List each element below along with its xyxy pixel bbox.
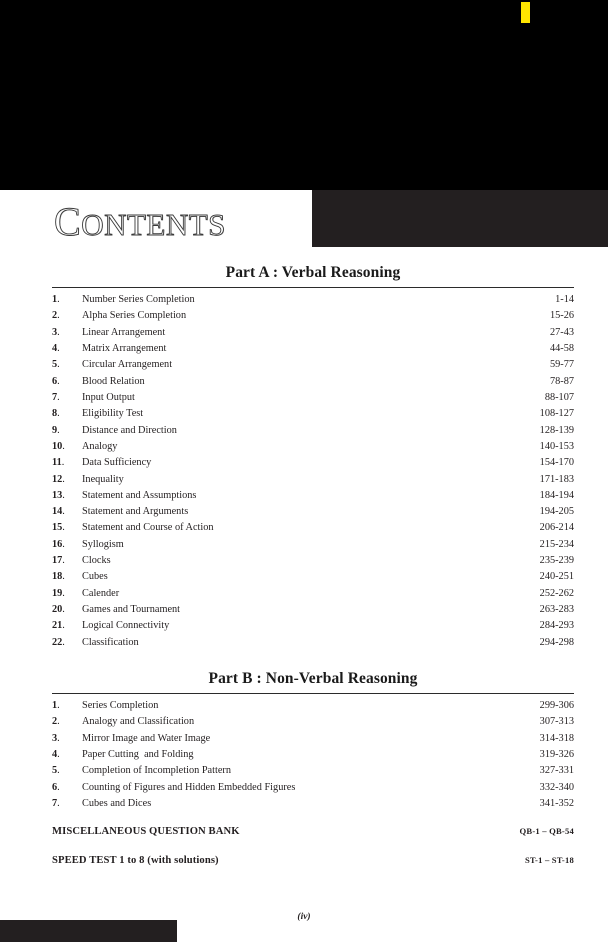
toc-entry-number: 1. bbox=[52, 294, 60, 305]
toc-entry-number: 16. bbox=[52, 538, 65, 550]
toc-entry-pages: 314-318 bbox=[539, 732, 574, 744]
toc-entry-pages: 327-331 bbox=[539, 765, 574, 777]
toc-row[interactable] bbox=[52, 700, 574, 716]
toc-entry-label: Completion of Incompletion Pattern bbox=[82, 765, 231, 777]
toc-entry-number: 13. bbox=[52, 489, 65, 501]
toc-entry-number: 5. bbox=[52, 765, 60, 777]
toc-row[interactable] bbox=[52, 604, 574, 620]
toc-entry-pages: 307-313 bbox=[539, 716, 574, 728]
toc-entry-label: Statement and Assumptions bbox=[82, 489, 197, 501]
toc-entry-pages: 294-298 bbox=[539, 636, 574, 648]
toc-entry-number: 6. bbox=[52, 375, 60, 387]
toc-entry-label: Cubes bbox=[82, 571, 108, 583]
toc-entry-pages: 284-293 bbox=[539, 620, 574, 632]
toc-entry-number: 11. bbox=[52, 457, 65, 469]
toc-entry-number: 7. bbox=[52, 391, 60, 403]
toc-entry-number: 6. bbox=[52, 781, 60, 793]
part-b-heading: Part B : Non-Verbal Reasoning bbox=[208, 670, 418, 687]
toc-row[interactable] bbox=[52, 782, 574, 798]
toc-entry-label: Series Completion bbox=[82, 700, 159, 711]
toc-entry-label: Counting of Figures and Hidden Embedded Figures bbox=[82, 781, 296, 793]
part-a-rule bbox=[52, 287, 574, 288]
toc-row[interactable] bbox=[52, 310, 574, 326]
part-b-rule bbox=[52, 693, 574, 694]
yellow-marker-icon bbox=[521, 2, 530, 23]
toc-entry-pages: 15-26 bbox=[549, 310, 574, 322]
toc-entry-number: 5. bbox=[52, 359, 60, 371]
toc-row[interactable] bbox=[52, 522, 574, 538]
toc-entry-pages: 240-251 bbox=[539, 571, 574, 583]
toc-entry-pages: 299-306 bbox=[539, 700, 574, 711]
toc-row[interactable] bbox=[52, 555, 574, 571]
special-section-pages: ST-1 – ST-18 bbox=[524, 855, 574, 865]
toc-row[interactable] bbox=[52, 733, 574, 749]
part-a-heading: Part A : Verbal Reasoning bbox=[225, 264, 401, 281]
toc-row[interactable] bbox=[52, 637, 574, 653]
toc-row[interactable] bbox=[52, 343, 574, 359]
toc-entry-pages: 88-107 bbox=[544, 391, 574, 403]
special-section-label: MISCELLANEOUS QUESTION BANK bbox=[52, 826, 240, 837]
toc-entry-pages: 319-326 bbox=[539, 748, 574, 760]
toc-row[interactable] bbox=[52, 327, 574, 343]
toc-entry-pages: 215-234 bbox=[539, 538, 574, 550]
toc-entry-pages: 44-58 bbox=[549, 342, 574, 354]
toc-entry-number: 17. bbox=[52, 555, 65, 567]
toc-entry-number: 20. bbox=[52, 604, 65, 616]
toc-entry-pages: 263-283 bbox=[539, 604, 574, 616]
toc-entry-number: 7. bbox=[52, 797, 60, 809]
masthead-black-banner bbox=[0, 0, 608, 190]
toc-row[interactable] bbox=[52, 359, 574, 375]
toc-entry-number: 2. bbox=[52, 716, 60, 728]
toc-entry-label: Circular Arrangement bbox=[82, 359, 173, 371]
toc-entry-label: Syllogism bbox=[82, 538, 124, 550]
toc-entry-number: 10. bbox=[52, 440, 65, 452]
toc-entry-label: Matrix Arrangement bbox=[82, 342, 167, 354]
toc-row[interactable] bbox=[52, 798, 574, 814]
toc-entry-number: 12. bbox=[52, 473, 65, 485]
toc-entry-number: 21. bbox=[52, 620, 65, 632]
toc-row[interactable] bbox=[52, 765, 574, 781]
toc-entry-label: Eligibility Test bbox=[82, 408, 144, 420]
toc-entry-label: Clocks bbox=[82, 555, 111, 567]
toc-entry-pages: 154-170 bbox=[539, 457, 574, 469]
toc-row[interactable] bbox=[52, 392, 574, 408]
toc-row[interactable] bbox=[52, 294, 574, 310]
toc-entry-label: Mirror Image and Water Image bbox=[82, 732, 211, 744]
toc-entry-label: Number Series Completion bbox=[82, 294, 195, 305]
toc-entry-number: 4. bbox=[52, 342, 60, 354]
page-title bbox=[54, 198, 226, 249]
toc-entry-label: Inequality bbox=[82, 473, 124, 485]
toc-entry-pages: 128-139 bbox=[539, 424, 574, 436]
toc-row[interactable] bbox=[52, 425, 574, 441]
toc-entry-label: Classification bbox=[82, 636, 139, 648]
toc-entry-label: Logical Connectivity bbox=[82, 620, 170, 632]
toc-entry-number: 8. bbox=[52, 408, 60, 420]
toc-row[interactable] bbox=[52, 457, 574, 473]
toc-entry-number: 22. bbox=[52, 636, 65, 648]
toc-entry-pages: 1-14 bbox=[555, 294, 574, 305]
toc-entry-pages: 252-262 bbox=[539, 587, 574, 599]
special-section-row[interactable] bbox=[52, 855, 574, 871]
special-section-label: SPEED TEST 1 to 8 (with solutions) bbox=[52, 855, 219, 866]
toc-entry-pages: 27-43 bbox=[549, 326, 574, 338]
toc-entry-label: Data Sufficiency bbox=[82, 457, 152, 469]
title-band-dark bbox=[312, 190, 608, 247]
toc-entry-number: 15. bbox=[52, 522, 65, 534]
toc-entry-pages: 140-153 bbox=[539, 440, 574, 452]
toc-entry-label: Analogy and Classification bbox=[82, 716, 195, 728]
toc-row[interactable] bbox=[52, 716, 574, 732]
toc-entry-label: Distance and Direction bbox=[82, 424, 177, 436]
toc-entry-number: 19. bbox=[52, 587, 65, 599]
special-section-row[interactable] bbox=[52, 826, 574, 842]
toc-entry-pages: 341-352 bbox=[539, 797, 574, 809]
toc-entry-pages: 194-205 bbox=[539, 506, 574, 518]
toc-entry-number: 2. bbox=[52, 310, 60, 322]
toc-row[interactable] bbox=[52, 441, 574, 457]
toc-entry-number: 4. bbox=[52, 748, 60, 760]
toc-row[interactable] bbox=[52, 376, 574, 392]
page-title-rest: ONTENTS bbox=[81, 207, 226, 242]
toc-entry-label: Linear Arrangement bbox=[82, 326, 166, 338]
toc-row[interactable] bbox=[52, 490, 574, 506]
toc-entry-pages: 78-87 bbox=[549, 375, 574, 387]
toc-entry-pages: 332-340 bbox=[539, 781, 574, 793]
toc-row[interactable] bbox=[52, 588, 574, 604]
toc-entry-label: Input Output bbox=[82, 391, 135, 403]
toc-entry-number: 3. bbox=[52, 326, 60, 338]
toc-entry-pages: 206-214 bbox=[539, 522, 574, 534]
toc-entry-label: Games and Tournament bbox=[82, 604, 181, 616]
footer-page-number: (iv) bbox=[297, 912, 311, 922]
toc-entry-pages: 184-194 bbox=[539, 489, 574, 501]
toc-entry-label: Alpha Series Completion bbox=[82, 310, 187, 322]
toc-entry-pages: 235-239 bbox=[539, 555, 574, 567]
toc-entry-pages: 59-77 bbox=[549, 359, 574, 371]
toc-row[interactable] bbox=[52, 620, 574, 636]
toc-row[interactable] bbox=[52, 749, 574, 765]
toc-row[interactable] bbox=[52, 474, 574, 490]
page-title-initial: C bbox=[54, 199, 82, 244]
toc-entry-label: Paper Cutting and Folding bbox=[82, 748, 194, 760]
toc-entry-pages: 108-127 bbox=[539, 408, 574, 420]
toc-row[interactable] bbox=[52, 571, 574, 587]
toc-entry-label: Analogy bbox=[82, 440, 118, 452]
toc-entry-number: 1. bbox=[52, 700, 60, 711]
toc-row[interactable] bbox=[52, 506, 574, 522]
toc-entry-number: 18. bbox=[52, 571, 65, 583]
toc-entry-label: Blood Relation bbox=[82, 375, 145, 387]
toc-entry-label: Calender bbox=[82, 587, 120, 599]
toc-entry-label: Statement and Arguments bbox=[82, 506, 189, 518]
toc-entry-label: Cubes and Dices bbox=[82, 797, 152, 809]
footer-black-bar bbox=[0, 920, 177, 942]
toc-entry-pages: 171-183 bbox=[539, 473, 574, 485]
toc-row[interactable] bbox=[52, 408, 574, 424]
toc-row[interactable] bbox=[52, 539, 574, 555]
toc-entry-number: 14. bbox=[52, 506, 65, 518]
toc-entry-number: 9. bbox=[52, 424, 60, 436]
special-section-pages: QB-1 – QB-54 bbox=[519, 826, 574, 836]
toc-entry-label: Statement and Course of Action bbox=[82, 522, 214, 534]
toc-entry-number: 3. bbox=[52, 732, 60, 744]
